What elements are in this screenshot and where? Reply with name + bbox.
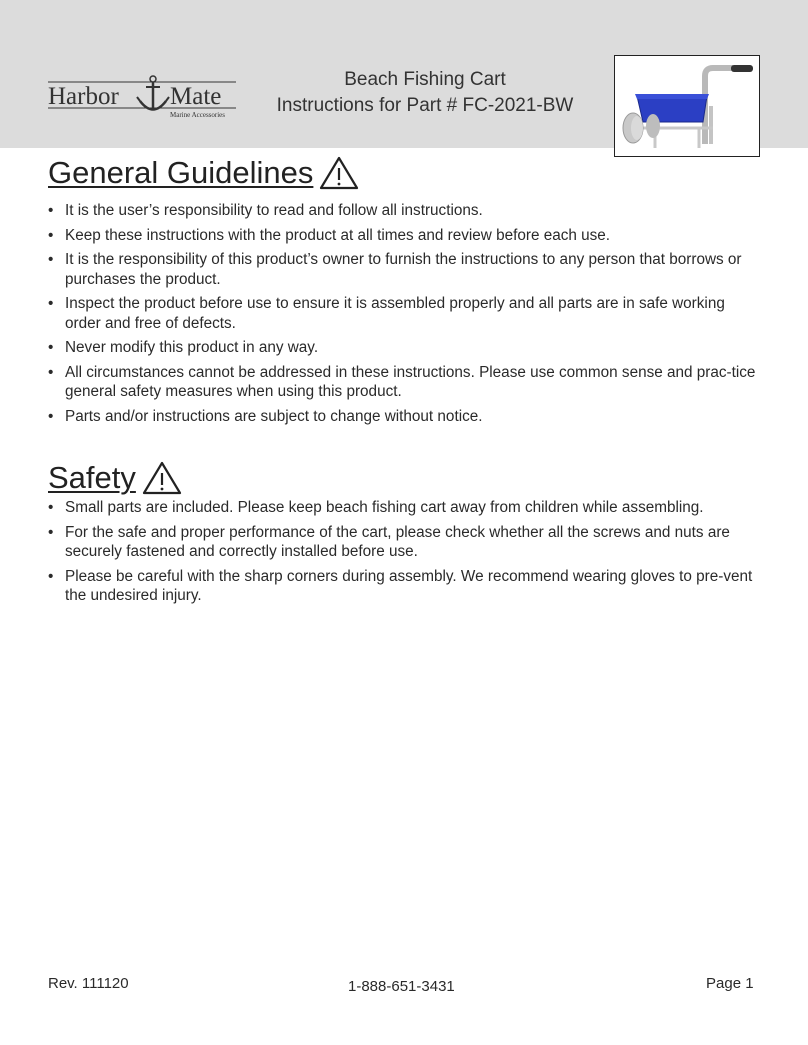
anchor-icon: [137, 76, 169, 110]
general-guidelines-heading-text: General Guidelines: [48, 155, 314, 190]
harbor-mate-logo: [48, 70, 238, 120]
list-item: • Small parts are included. Please keep beach fishing cart away from children while assembling.: [48, 498, 760, 518]
list-item: • For the safe and proper performance of the cart, please check whether all the screws and nuts are securely fastened and correctly installed before use.: [48, 523, 760, 562]
general-guidelines-list: [48, 201, 760, 431]
warning-triangle-icon: [142, 461, 182, 495]
list-item: • All circumstances cannot be addressed in these instructions. Please use common sense and prac-tice general safety measures when using this product.: [48, 363, 760, 402]
logo-tagline: Marine Accessories: [170, 111, 226, 119]
product-image: [614, 55, 760, 157]
logo-word-mate: Mate: [170, 83, 222, 110]
safety-list: [48, 498, 760, 611]
title-line-2: Instructions for Part # FC-2021-BW: [276, 95, 574, 116]
logo-word-harbor: Harbor: [48, 83, 119, 110]
list-item: • Keep these instructions with the product at all times and review before each use.: [48, 226, 760, 246]
list-item: • Never modify this product in any way.: [48, 338, 760, 358]
title-line-1: Beach Fishing Cart: [344, 69, 506, 90]
safety-heading-text: Safety: [48, 460, 136, 495]
list-item: • It is the responsibility of this product’s owner to furnish the instructions to any person that borrows or purchases the product.: [48, 250, 760, 289]
phone-number: 1-888-651-3431: [348, 978, 455, 995]
safety-heading: [48, 460, 182, 496]
warning-triangle-icon: [319, 156, 359, 190]
general-guidelines-heading: [48, 155, 359, 191]
list-item: • Inspect the product before use to ensure it is assembled properly and all parts are in safe working order and free of defects.: [48, 294, 760, 333]
list-item: • Please be careful with the sharp corners during assembly. We recommend wearing gloves to pre-vent the undesired injury.: [48, 567, 760, 606]
revision-number: Rev. 111120: [48, 975, 129, 992]
list-item: • It is the user’s responsibility to read and follow all instructions.: [48, 201, 760, 221]
document-title: [250, 67, 600, 119]
list-item: • Parts and/or instructions are subject to change without notice.: [48, 407, 760, 427]
page-number: Page 1: [706, 975, 754, 992]
